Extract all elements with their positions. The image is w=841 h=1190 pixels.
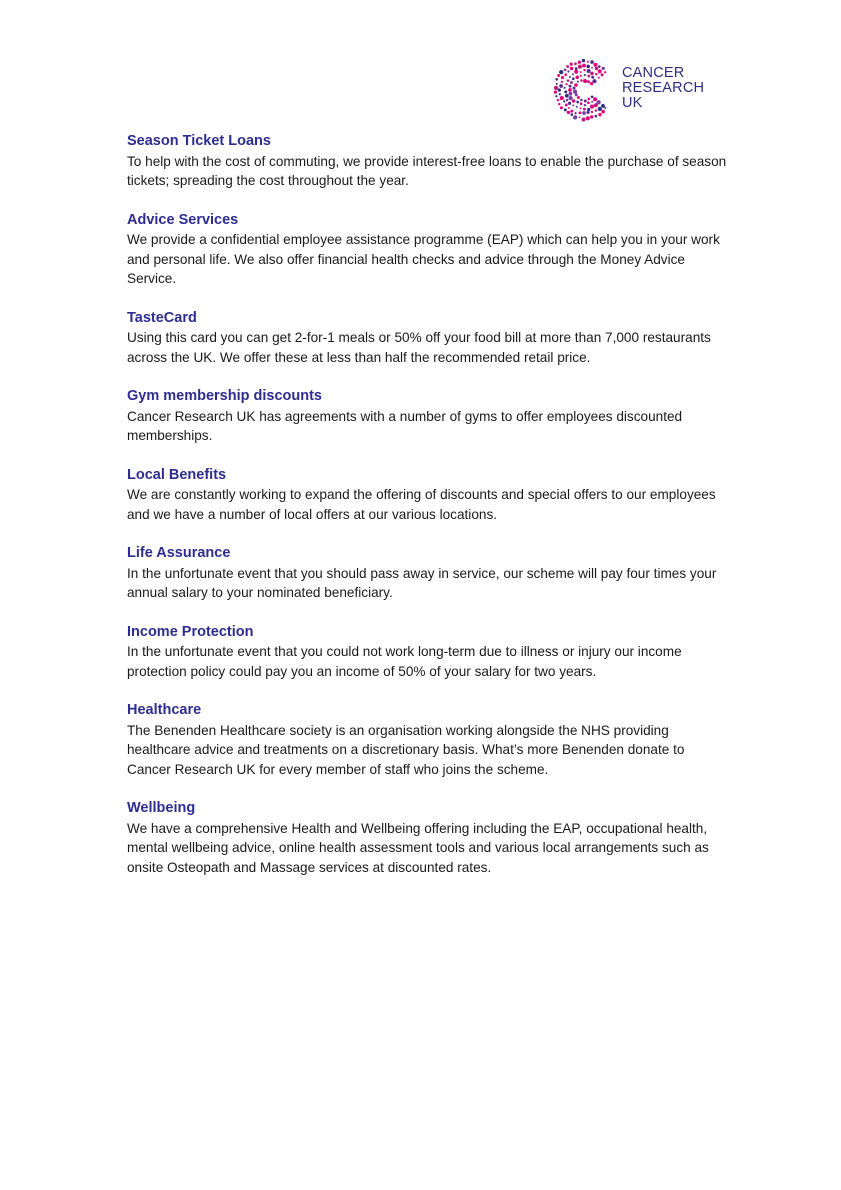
logo-dot [559,93,561,95]
logo-dot [591,111,593,113]
logo-dot [591,95,594,98]
logo-dot [604,107,606,109]
logo-dot [591,67,593,69]
section-body: We are constantly working to expand the offering of discounts and special offers to our employees and we have a number of local offers at our various locations. [127,487,716,522]
logo-c-mark-icon [548,58,618,122]
logo-dot [567,70,569,72]
section-body: We provide a confidential employee assistance programme (EAP) which can help you in your work and personal life. We also offer financial health checks and advice through the Money Advice Service. [127,232,720,286]
section-title: Advice Services [127,211,239,228]
logo-dot [570,110,573,113]
logo-dot [584,74,586,76]
logo-dot [595,73,597,75]
logo-dot [598,113,601,116]
logo-dot [582,64,586,68]
logo-dot [574,70,578,74]
logo-dot [580,102,583,105]
section-body: In the unfortunate event that you should pass away in service, our scheme will pay four times your annual salary to your nominated beneficiary. [127,565,717,600]
logo-dot [580,99,583,102]
logo-dot [576,76,580,80]
logo-dot [587,61,589,63]
logo-dot [569,92,573,96]
section-body: In the unfortunate event that you could not work long-term due to illness or injury our income protection policy could pay you an income of 50% of your salary for two years. [127,644,682,679]
logo-dot [560,96,564,100]
logo-line-2: RESEARCH [622,80,705,96]
logo-dot [601,110,605,114]
section-income-protection [127,623,727,682]
logo-dot [558,88,561,91]
logo-dot [591,101,593,103]
logo-dot [559,70,563,74]
logo-dot [580,107,582,109]
logo-dot [587,80,590,83]
section-season-ticket-loans [127,132,727,191]
section-body: We have a comprehensive Health and Wellbeing offering including the EAP, occupational health, mental wellbeing advice, online health assessment tools and various local arrangements such as onsite Osteopath and Massage services at discounted rates. [127,820,709,875]
logo-dot [584,100,587,103]
logo-dot [575,67,578,70]
section-title: Life Assurance [127,545,231,561]
logo-dot [557,99,559,101]
logo-dot [561,76,564,79]
section-local-benefits [127,466,727,525]
logo-dot [583,69,585,71]
logo-dot [555,95,557,97]
logo-dot [582,111,586,115]
logo-dot [564,69,567,72]
logo-dot [573,90,577,94]
logo-dot [590,72,594,76]
logo-dot [577,81,579,83]
logo-dot [596,100,600,104]
logo-dot [587,75,590,78]
logo-dot [568,107,570,109]
section-tastecard [127,309,727,368]
logo-dot [602,67,605,70]
section-title: Wellbeing [127,800,196,816]
logo-dot [586,116,590,120]
logo-dot [560,106,563,109]
logo-dot [583,108,586,111]
section-body: To help with the cost of commuting, we provide interest-free loans to enable the purchase of season tickets; spreading the cost throughout the year. [127,153,727,188]
section-healthcare [127,701,727,779]
logo-dot [604,71,606,73]
logo-dot [564,90,567,93]
logo-dot [566,65,569,68]
logo-dot [575,93,578,96]
logo-dot [569,85,572,88]
section-body: Cancer Research UK has agreements with a number of gyms to offer employees discounted memberships. [127,408,683,443]
logo-dot [554,86,558,90]
logo-dot [587,98,590,101]
logo-dot [590,105,594,109]
section-wellbeing [127,799,727,877]
section-title: Season Ticket Loans [127,133,271,149]
section-gym-membership-discounts [127,387,727,446]
logo-dot [570,63,573,66]
logo-dot [565,83,567,85]
logo-dot [565,103,568,106]
logo-dot [569,96,573,100]
section-title: Gym membership discounts [127,388,322,404]
logo-dot [598,77,600,79]
logo-dot [579,116,581,118]
logo-dot [582,118,586,122]
logo-dot [555,78,558,81]
section-life-assurance [127,544,727,603]
logo-dot [572,77,575,80]
logo-dot [558,103,560,105]
logo-dot [578,65,582,69]
logo-dot [590,115,593,118]
logo-dot [598,107,602,111]
logo-dot [572,99,575,102]
logo-dot [556,83,558,85]
section-title: Healthcare [127,702,202,718]
logo-line-3: UK [622,95,643,111]
logo-dot [561,81,563,83]
logo-dot [595,109,597,111]
logo-dot [563,100,565,102]
cancer-research-uk-logo [548,58,708,122]
logo-dot [564,73,567,76]
logo-dot [586,111,589,114]
logo-dot [580,71,582,73]
section-title: TasteCard [127,309,197,326]
logo-wordmark [622,66,704,111]
logo-dot [593,63,597,67]
logo-dot [592,79,596,83]
logo-dot [570,67,574,71]
logo-dot [587,101,590,104]
logo-dot [564,87,566,89]
logo-dot [580,75,582,77]
logo-dot [575,112,577,114]
logo-dot [564,108,567,111]
logo-dot [557,74,560,77]
logo-dot [595,115,598,118]
logo-dot [580,79,583,82]
logo-dot [590,82,593,85]
section-advice-services [127,211,727,289]
logo-dot [572,87,575,90]
logo-dot [598,65,601,68]
logo-dot [579,111,582,114]
section-body: The Benenden Healthcare society is an organisation working alongside the NHS providing healthcare advice and treatments on a discretionary basis. What’s more Benenden donate to Cancer Research UK for every member of staff who joins the scheme. [127,722,685,777]
logo-dot [601,73,604,76]
logo-dot [572,73,574,75]
logo-dot [583,79,587,83]
logo-dot [587,69,591,73]
section-body: Using this card you can get 2-for-1 meals or 50% off your food bill at more than 7,000 restaurants across the UK. We offer these at less than half the recommended retail price. [127,330,711,365]
logo-dot [568,88,572,92]
logo-dot [591,76,594,79]
logo-dot [586,65,590,69]
logo-dot [566,99,569,102]
logo-dot [595,67,598,70]
logo-dot [601,104,605,108]
logo-dot [570,81,573,84]
logo-dot [590,60,594,64]
logo-dot [554,91,557,94]
logo-dot [576,106,578,108]
logo-dot [593,97,597,101]
logo-dot [567,79,570,82]
logo-dot [582,59,585,62]
logo-dot [567,111,570,114]
logo-line-1: CANCER [622,65,685,81]
logo-dot [565,94,569,98]
logo-dot [598,69,602,73]
logo-dot [578,61,581,64]
logo-dot [559,84,563,88]
logo-dot [576,101,579,104]
logo-dot [574,62,577,65]
logo-dot [584,104,587,107]
benefits-list [127,132,727,897]
logo-dot [577,96,580,99]
logo-dot [571,113,574,116]
logo-dot [568,102,571,105]
logo-dot [587,108,590,111]
logo-dot [569,76,571,78]
logo-dot [572,104,574,106]
logo-dot [573,115,577,119]
section-title: Income Protection [127,623,254,640]
logo-dot [574,83,578,87]
section-title: Local Benefits [127,466,227,483]
